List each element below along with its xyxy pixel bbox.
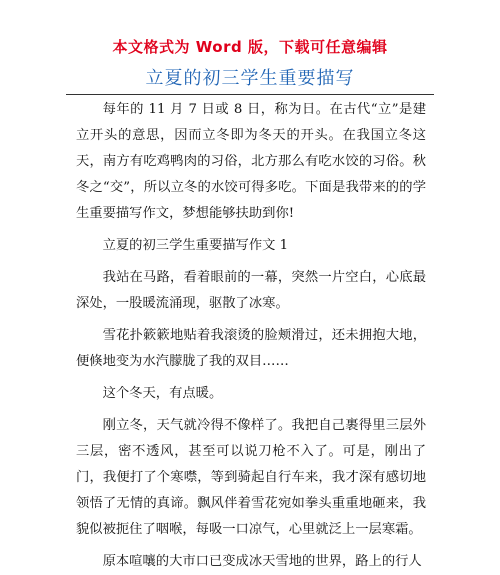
format-banner: 本文格式为 Word 版，下载可任意编辑 [112,38,388,56]
body-paragraph: 原本喧嚷的大市口已变成冰天雪地的世界，路上的行人 [102,554,422,569]
essay-heading: 立夏的初三学生重要描写作文 1 [102,238,289,253]
body-paragraph: 这个冬天，有点暖。 [102,386,223,401]
body-paragraph: 雪花扑簌簌地贴着我滚烫的脸颊滑过，还未拥抱大地，便倏地变为水汽朦胧了我的双目…… [76,328,426,369]
body-paragraph: 我站在马路，看着眼前的一幕，突然一片空白，心底最深处，一股暖流涌现，驱散了冰寒。 [76,270,426,311]
body-paragraph: 刚立冬，天气就冷得不像样了。我把自己裹得里三层外三层，密不透风，甚至可以说刀枪不入了。可是，刚出了门，我便打了个寒噤，等到骑起自行车来，我才深有感切地领悟了无情的真谛。飘风伴着雪花宛如拳头重重地砸来，我貌似被扼住了咽喉，每吸一口凉气，心里就泛上一层寒霜。 [76,418,426,537]
title-divider [66,94,434,95]
intro-paragraph: 每年的 11 月 7 日或 8 日，称为日。在古代“立”是建立开头的意思，因而立冬即为冬天的开头。在我国立冬这天，南方有吃鸡鸭肉的习俗，北方那么有吃水饺的习俗。秋冬之“交”，所以立冬的水饺可得多吃。下面是我带来的的学生重要描写作文，梦想能够扶助到你! [76,102,426,221]
document-title: 立夏的初三学生重要描写 [145,68,355,89]
document-body [76,97,426,575]
